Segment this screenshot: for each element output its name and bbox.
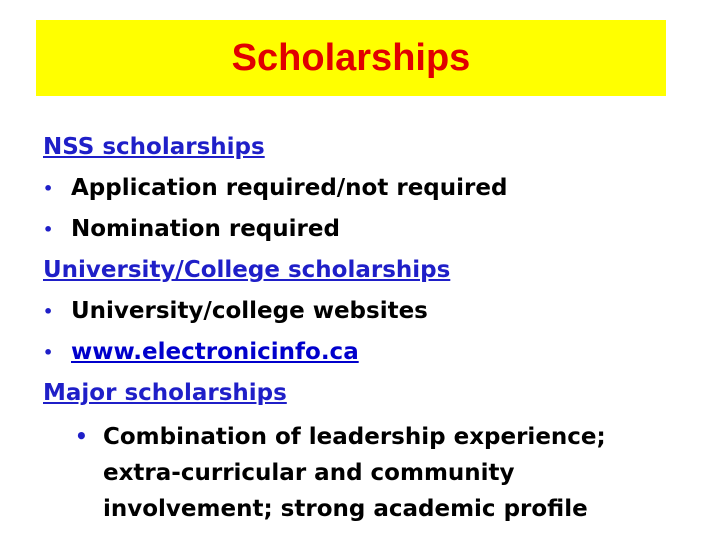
section-heading-label[interactable]: University/College scholarships xyxy=(43,257,451,283)
list-item-text: University/college websites xyxy=(71,298,428,324)
website-link[interactable]: www.electronicinfo.ca xyxy=(71,339,359,365)
bullet-icon: • xyxy=(43,342,54,362)
list-item-text: Nomination required xyxy=(71,216,340,242)
list-item xyxy=(43,335,683,376)
slide-content xyxy=(43,130,683,527)
list-item-text: Application required/not required xyxy=(71,175,508,201)
bullet-icon: • xyxy=(43,301,54,321)
section-heading-major[interactable] xyxy=(43,376,683,417)
list-item xyxy=(43,212,683,253)
title-banner xyxy=(36,20,666,96)
list-item-text: Combination of leadership experience; extra-curricular and community involvement; strong academic profile xyxy=(103,424,606,522)
section-heading-label[interactable]: Major scholarships xyxy=(43,380,287,406)
section-heading-nss[interactable] xyxy=(43,130,683,171)
bullet-icon: • xyxy=(43,219,54,239)
bullet-icon: • xyxy=(43,178,54,198)
section-heading-university[interactable] xyxy=(43,253,683,294)
slide-title: Scholarships xyxy=(231,36,471,79)
list-item xyxy=(43,294,683,335)
section-heading-label[interactable]: NSS scholarships xyxy=(43,134,265,160)
list-item xyxy=(43,171,683,212)
list-item xyxy=(75,419,683,527)
bullet-icon: • xyxy=(75,424,88,448)
